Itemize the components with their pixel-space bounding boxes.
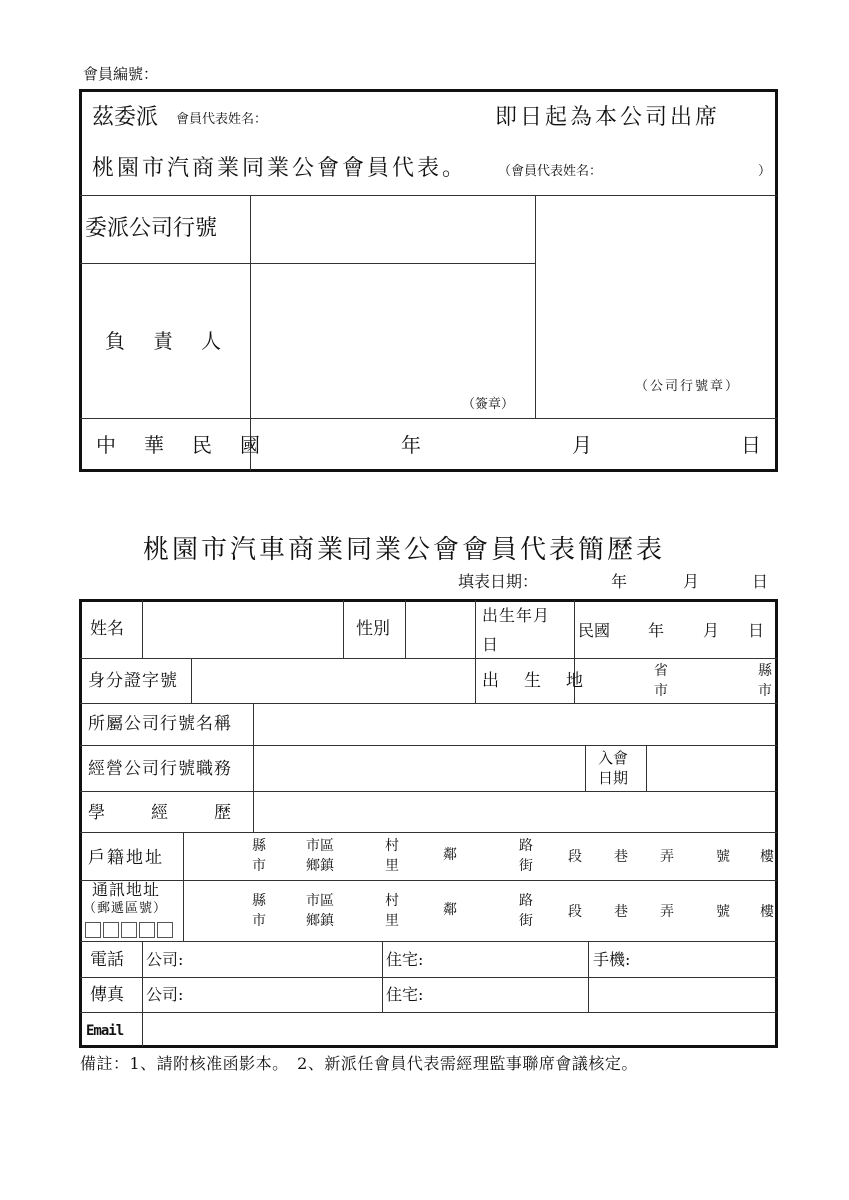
phone-company-field[interactable] bbox=[195, 943, 380, 975]
fax-company-label: 公司: bbox=[146, 985, 184, 1004]
table-divider bbox=[80, 832, 777, 833]
household-address-field[interactable] bbox=[185, 834, 776, 878]
gender-field[interactable] bbox=[407, 602, 473, 656]
date-year-label: 年 bbox=[401, 433, 421, 457]
address-county-unit: 縣 市 bbox=[252, 893, 266, 929]
representative-name-label: 會員代表姓名： bbox=[176, 112, 268, 127]
fax-company-field[interactable] bbox=[195, 979, 380, 1010]
postal-code-digit-box[interactable] bbox=[121, 922, 137, 938]
household-address-label: 戶籍地址 bbox=[88, 848, 164, 868]
owner-signature-field[interactable] bbox=[252, 265, 533, 416]
table-divider bbox=[253, 703, 254, 832]
company-position-field[interactable] bbox=[255, 747, 583, 789]
divider bbox=[80, 195, 777, 196]
address-floor-unit: 樓 bbox=[760, 849, 774, 865]
address-alley-unit: 弄 bbox=[660, 849, 674, 865]
fill-date-year: 年 bbox=[611, 572, 628, 591]
birthplace-field[interactable] bbox=[576, 660, 776, 701]
phone-label: 電話 bbox=[90, 950, 124, 970]
education-label: 學 經 歷 bbox=[88, 803, 235, 823]
birth-roc-label: 民國 bbox=[578, 621, 611, 640]
name-field[interactable] bbox=[144, 602, 341, 656]
mobile-field[interactable] bbox=[640, 943, 776, 975]
mobile-label: 手機: bbox=[593, 950, 631, 969]
company-name-field[interactable] bbox=[255, 705, 776, 743]
education-field[interactable] bbox=[255, 793, 776, 830]
address-county-unit: 縣 市 bbox=[252, 838, 266, 874]
company-position-label: 經營公司行號職務 bbox=[88, 759, 232, 779]
table-divider bbox=[382, 941, 383, 1012]
table-divider bbox=[405, 600, 406, 658]
postal-code-label: （郵遞區號） bbox=[83, 901, 168, 916]
resume-title: 桃園市汽車商業同業公會會員代表簡歷表 bbox=[143, 535, 666, 565]
appointment-suffix: 即日起為本公司出席 bbox=[495, 105, 721, 130]
fill-date-month: 月 bbox=[683, 572, 700, 591]
table-divider bbox=[585, 745, 586, 791]
id-field[interactable] bbox=[193, 660, 473, 701]
birth-month-label: 月 bbox=[703, 621, 720, 640]
table-divider bbox=[475, 600, 476, 703]
email-label: Email bbox=[86, 1023, 124, 1039]
appointment-association: 桃園市汽商業同業公會會員代表。 bbox=[92, 156, 468, 181]
table-divider bbox=[80, 745, 777, 746]
birthplace-label: 出 生 地 bbox=[482, 671, 587, 691]
postal-code-digit-box[interactable] bbox=[157, 922, 173, 938]
member-number-label: 會員編號： bbox=[83, 65, 159, 83]
province-label: 省 市 bbox=[654, 663, 668, 699]
owner-label: 負 責 人 bbox=[105, 329, 225, 353]
table-divider bbox=[80, 658, 777, 659]
birth-year-label: 年 bbox=[648, 621, 665, 640]
email-field[interactable] bbox=[144, 1014, 776, 1045]
name-label: 姓名 bbox=[90, 619, 124, 639]
address-road-unit: 路 街 bbox=[519, 893, 533, 929]
address-lane-unit: 巷 bbox=[614, 849, 628, 865]
birth-date-label: 出生年月 bbox=[482, 606, 551, 625]
gender-label: 性別 bbox=[356, 619, 390, 639]
company-label: 委派公司行號 bbox=[85, 216, 218, 241]
address-number-unit: 號 bbox=[716, 849, 730, 865]
phone-home-label: 住宅: bbox=[386, 950, 424, 969]
representative-name-paren-field[interactable] bbox=[640, 160, 755, 184]
phone-home-field[interactable] bbox=[435, 943, 586, 975]
divider bbox=[535, 195, 536, 418]
table-divider bbox=[191, 658, 192, 703]
address-district-unit: 市區 鄉鎮 bbox=[306, 893, 334, 929]
appointment-prefix: 茲委派 bbox=[92, 105, 159, 130]
divider bbox=[250, 195, 251, 471]
table-divider bbox=[80, 703, 777, 704]
table-divider bbox=[80, 977, 777, 978]
table-divider bbox=[142, 941, 143, 1047]
table-divider bbox=[343, 600, 344, 658]
date-label: 中 華 民 國 bbox=[96, 433, 264, 457]
table-divider bbox=[646, 745, 647, 791]
join-date-field[interactable] bbox=[648, 747, 776, 789]
address-district-unit: 市區 鄉鎮 bbox=[306, 838, 334, 874]
postal-code-digit-box[interactable] bbox=[139, 922, 155, 938]
phone-company-label: 公司: bbox=[146, 950, 184, 969]
address-village-unit: 村 里 bbox=[385, 893, 399, 929]
representative-name-paren-label: （會員代表姓名： bbox=[498, 164, 603, 179]
fax-home-field[interactable] bbox=[435, 979, 586, 1010]
divider bbox=[80, 263, 535, 264]
company-field[interactable] bbox=[252, 197, 533, 261]
representative-name-field[interactable] bbox=[300, 106, 480, 132]
company-seal-note: （公司行號章） bbox=[635, 379, 741, 394]
address-section-unit: 段 bbox=[568, 849, 582, 865]
address-village-unit: 村 里 bbox=[385, 838, 399, 874]
paren-close: ） bbox=[758, 164, 772, 179]
address-lane-unit: 巷 bbox=[614, 904, 628, 920]
table-divider bbox=[183, 832, 184, 941]
fill-date-day: 日 bbox=[752, 572, 769, 591]
table-divider bbox=[142, 600, 143, 658]
county-label: 縣 市 bbox=[758, 663, 772, 699]
birth-day-label: 日 bbox=[748, 621, 765, 640]
address-number-unit: 號 bbox=[716, 904, 730, 920]
postal-code-digit-box[interactable] bbox=[103, 922, 119, 938]
mailing-address-field[interactable] bbox=[185, 882, 776, 939]
address-section-unit: 段 bbox=[568, 904, 582, 920]
id-label: 身分證字號 bbox=[88, 671, 178, 691]
fax-label: 傳真 bbox=[90, 985, 124, 1005]
table-divider bbox=[80, 880, 777, 881]
postal-code-digit-box[interactable] bbox=[85, 922, 101, 938]
date-month-label: 月 bbox=[572, 433, 592, 457]
footer-notes: 備註：1、請附核准函影本。 2、新派任會員代表需經理監事聯席會議核定。 bbox=[80, 1054, 638, 1073]
date-day-label: 日 bbox=[741, 433, 761, 457]
fill-date-label: 填表日期： bbox=[458, 572, 539, 591]
signature-note: （簽章） bbox=[462, 397, 515, 412]
fax-home-label: 住宅: bbox=[386, 985, 424, 1004]
birth-date-label-day: 日 bbox=[482, 635, 499, 654]
table-divider bbox=[80, 941, 777, 942]
join-date-label: 入會 日期 bbox=[598, 749, 629, 787]
table-divider bbox=[80, 1012, 777, 1013]
mailing-address-label: 通訊地址 bbox=[92, 880, 161, 899]
address-neighborhood-unit: 鄰 bbox=[443, 902, 457, 918]
address-road-unit: 路 街 bbox=[519, 838, 533, 874]
company-name-label: 所屬公司行號名稱 bbox=[88, 714, 232, 734]
address-neighborhood-unit: 鄰 bbox=[443, 847, 457, 863]
table-divider bbox=[80, 791, 777, 792]
address-alley-unit: 弄 bbox=[660, 904, 674, 920]
table-divider bbox=[588, 941, 589, 1012]
address-floor-unit: 樓 bbox=[760, 904, 774, 920]
divider bbox=[80, 418, 777, 419]
